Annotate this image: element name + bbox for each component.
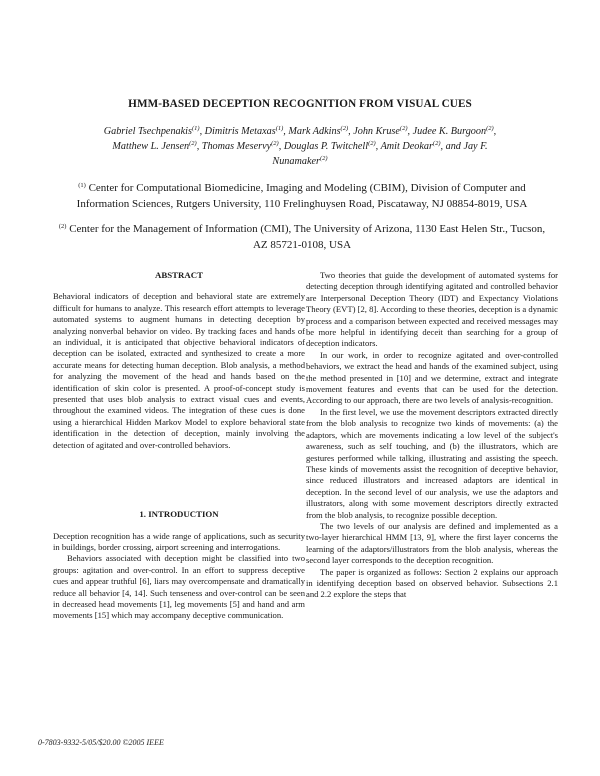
author-name: Gabriel Tsechpenakis <box>103 126 192 137</box>
author-separator: , <box>196 141 202 152</box>
author-separator: , <box>493 126 497 137</box>
author-separator: , <box>348 126 354 137</box>
author-affiliation-mark: (2) <box>189 140 197 147</box>
body-paragraph: The two levels of our analysis are defined and implemented as a two-layer hierarchical HMM [13, 9], where the first layer concerns the learning of the adaptors/illustrators from the blob analysis, whereas the second layer corresponds to the deception recognition. <box>306 520 558 566</box>
author-name: Amit Deokar <box>380 141 433 152</box>
affiliation-1-mark: (1) <box>78 182 86 189</box>
author-name: Douglas P. Twitchell <box>283 141 369 152</box>
author-affiliation-mark: (1) <box>191 125 200 132</box>
author-affiliation-mark: (2) <box>432 140 441 147</box>
author-separator: , <box>278 141 284 152</box>
author-separator: , <box>375 141 381 152</box>
body-paragraph: Two theories that guide the development of automated systems for detecting deception through identifying agitated and controlled behavior are Interpersonal Deception Theory (IDT) and Expectancy Violations Theory (EVT) [2, 8]. According to these theories, deception is a dynamic process and a comparison between expected and received messages may be more helpful in identifying deceit than searching for a group of deception indicators. <box>306 270 558 349</box>
copyright-footer: 0-7803-9332-5/05/$20.00 ©2005 IEEE <box>38 738 164 747</box>
left-column <box>53 270 305 622</box>
body-paragraph: In our work, in order to recognize agitated and over-controlled behaviors, we extract the head and hands of the examined subject, using the method presented in [10] and we determine, extract and integrate movement features and events that can be used for the detection. According to our approach, there are two levels of analysis-recognition. <box>306 349 558 406</box>
right-column <box>306 270 558 601</box>
author-affiliation-mark: (2) <box>340 125 349 132</box>
abstract-text: Behavioral indicators of deception and behavioral state are extremely difficult for humans to analyze. This research effort attempts to leverage automated systems to augment humans in detecting deception by analyzing nonverbal behavior on video. By tracking faces and hands of an individual, it is anticipated that objective behavioral indicators of deception can be isolated, extracted and synthesized to create a more accurate means for detecting human deception. Blob analysis, a method for analyzing the movement of the head and hands based on the identification of skin color is presented. A proof-of-concept study is presented that uses blob analysis to extract visual cues and events, throughout the examined videos. The integration of these cues is done using a hierarchical Hidden Markov Model to explore behavioral state identification in the detection of deception, mainly involving the detection of agitated and over-controlled behaviors. <box>53 291 305 450</box>
abstract-heading: ABSTRACT <box>155 270 203 280</box>
author-name: Dimitris Metaxas <box>204 126 276 137</box>
author-name: Thomas Meservy <box>201 141 272 152</box>
affiliation-1-text: Center for Computational Biomedicine, Imaging and Modeling (CBIM), Division of Computer and Information Sciences, Rutgers University, 110 Frelinghuysen Road, Piscataway, NJ 08854-8019, USA <box>76 182 528 210</box>
affiliation-2 <box>52 221 552 253</box>
affiliation-1 <box>52 180 552 212</box>
author-affiliation-mark: (2) <box>271 140 279 147</box>
intro-paragraph: Deception recognition has a wide range of applications, such as security in buildings, border crossing, airport screening and interrogations. <box>53 530 305 552</box>
author-affiliation-mark: (1) <box>275 125 284 132</box>
author-affiliation-mark: (2) <box>399 125 408 132</box>
author-name: Jay F. Nunamaker <box>272 141 488 167</box>
affiliation-2-text: Center for the Management of Information (CMI), The University of Arizona, 1130 East Helen Str., Tucson, AZ 85721-0108, USA <box>69 223 546 251</box>
author-separator: , <box>283 126 289 137</box>
author-name: Mark Adkins <box>288 126 341 137</box>
author-affiliation-mark: (2) <box>486 125 494 132</box>
affiliation-2-mark: (2) <box>58 223 67 230</box>
author-separator: , <box>199 126 205 137</box>
introduction-heading: 1. INTRODUCTION <box>139 509 219 520</box>
author-separator: , <box>407 126 413 137</box>
paper-title: HMM-BASED DECEPTION RECOGNITION FROM VISUAL CUES <box>128 98 472 110</box>
author-list <box>88 124 512 169</box>
author-affiliation-mark: (2) <box>368 140 376 147</box>
author-separator: , and <box>440 141 464 152</box>
author-name: John Kruse <box>353 126 400 137</box>
body-paragraph: In the first level, we use the movement descriptors extracted directly from the blob analysis to recognize two kinds of movements: (a) the adaptors, which are movements indicating a low level of the subject's awareness, such as self touching, and (b) the illustrators, which are gestures performed while talking, illustrating and assisting the speech. These kinds of movements assist the recognition of deceptive behavior, since reduced illustrators and increased adaptors are identical in deception. In the second level of our analysis, we use the adaptors and illustrators, along with some movement descriptors directly extracted from the blob analysis, to recognize possible deception. <box>306 406 558 520</box>
author-affiliation-mark: (2) <box>319 155 328 162</box>
author-name: Judee K. Burgoon <box>412 126 487 137</box>
author-name: Matthew L. Jensen <box>112 141 190 152</box>
body-paragraph: The paper is organized as follows: Section 2 explains our approach in identifying deception based on observed behavior. Subsections 2.1 and 2.2 explore the steps that <box>306 566 558 600</box>
intro-paragraph: Behaviors associated with deception might be classified into two groups: agitation and over-control. In an effort to suppress deceptive cues and appear truthful [6], liars may overcompensate and dramatically reduce all behavior [4, 14]. Such tenseness and over-control can be seen in decreased head movements [1], leg movements [5] and hand and arm movements [15] which may accompany deceptive communication. <box>53 553 305 621</box>
